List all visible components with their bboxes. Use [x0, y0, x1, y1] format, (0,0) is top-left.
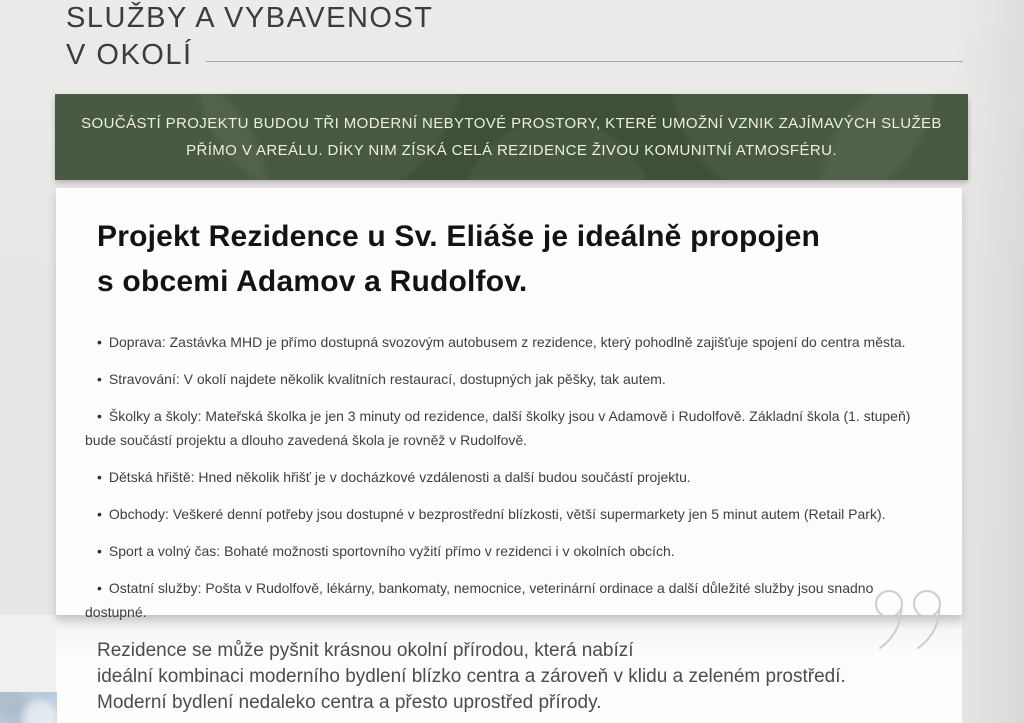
bullet-icon: •: [97, 543, 102, 559]
list-item-other-services: [85, 576, 933, 624]
intro-banner: [55, 94, 968, 180]
list-item-text: Obchody: Veškeré denní potřeby jsou dostupné v bezprostřední blízkosti, větší supermarkety jen 5 minut autem (Retail Park).: [108, 506, 886, 522]
card-heading: [97, 214, 820, 304]
page-title-line-2: V OKOLÍ: [66, 39, 193, 71]
list-item-text: Doprava: Zastávka MHD je přímo dostupná svozovým autobusem z rezidence, který pohodlně zajišťuje spojení do centra města.: [108, 334, 906, 350]
title-divider-line: [206, 61, 963, 62]
list-item-text: Dětská hřiště: Hned několik hřišť je v docházkové vzdálenosti a další budou součástí projektu.: [108, 469, 691, 485]
content-card: [56, 188, 962, 620]
bullet-icon: •: [97, 371, 102, 387]
list-item-shops: [85, 502, 933, 526]
list-item-transport: [85, 330, 933, 354]
list-item-sport: [85, 539, 933, 563]
closing-statement-line-1: Rezidence se může pyšnit krásnou okolní přírodou, která nabízí: [97, 640, 634, 661]
closing-statement-line-2: ideální kombinaci moderního bydlení blízko centra a zároveň v klidu a zeleném prostředí.: [97, 666, 846, 687]
banner-text-line-1: SOUČÁSTÍ PROJEKTU BUDOU TŘI MODERNÍ NEBYTOVÉ PROSTORY, KTERÉ UMOŽNÍ VZNIK ZAJÍMAVÝCH SLUŽEB: [81, 115, 942, 132]
card-heading-line-1: Projekt Rezidence u Sv. Eliáše je ideálně propojen: [97, 220, 821, 253]
list-item-text: Stravování: V okolí najdete několik kvalitních restaurací, dostupných jak pěšky, tak autem.: [108, 371, 666, 387]
closing-statement: [97, 638, 846, 716]
card-heading-line-2: s obcemi Adamov a Rudolfov.: [97, 265, 528, 298]
banner-text-line-2: PŘÍMO V AREÁLU. DÍKY NIM ZÍSKÁ CELÁ REZIDENCE ŽIVOU KOMUNITNÍ ATMOSFÉRU.: [186, 142, 837, 159]
bullet-icon: •: [97, 580, 102, 596]
amenities-list: [85, 330, 933, 637]
list-item-text: Školky a školy: Mateřská školka je jen 3 minuty od rezidence, další školky jsou v Adamově i Rudolfově. Základní škola (1. stupeň) bude součástí projektu a dlouho zavedená škola je rovněž v Rudolfově.: [85, 408, 911, 448]
list-item-schools: [85, 404, 933, 452]
bullet-icon: •: [97, 469, 102, 485]
page-title: [66, 0, 434, 74]
bullet-icon: •: [97, 506, 102, 522]
closing-quote-icon: [868, 586, 952, 664]
bullet-icon: •: [97, 334, 102, 350]
page-title-line-1: SLUŽBY A VYBAVENOST: [66, 2, 434, 34]
list-item-text: Ostatní služby: Pošta v Rudolfově, lékárny, bankomaty, nemocnice, veterinární ordinace a další důležité služby jsou snadno dostupné.: [85, 580, 874, 620]
closing-statement-line-3: Moderní bydlení nedaleko centra a přesto uprostřed přírody.: [97, 692, 602, 713]
corner-photo-thumbnail: [0, 692, 57, 723]
list-item-text: Sport a volný čas: Bohaté možnosti sportovního vyžití přímo v rezidenci i v okolních obcích.: [108, 543, 675, 559]
list-item-dining: [85, 367, 933, 391]
list-item-playgrounds: [85, 465, 933, 489]
bullet-icon: •: [97, 408, 102, 424]
